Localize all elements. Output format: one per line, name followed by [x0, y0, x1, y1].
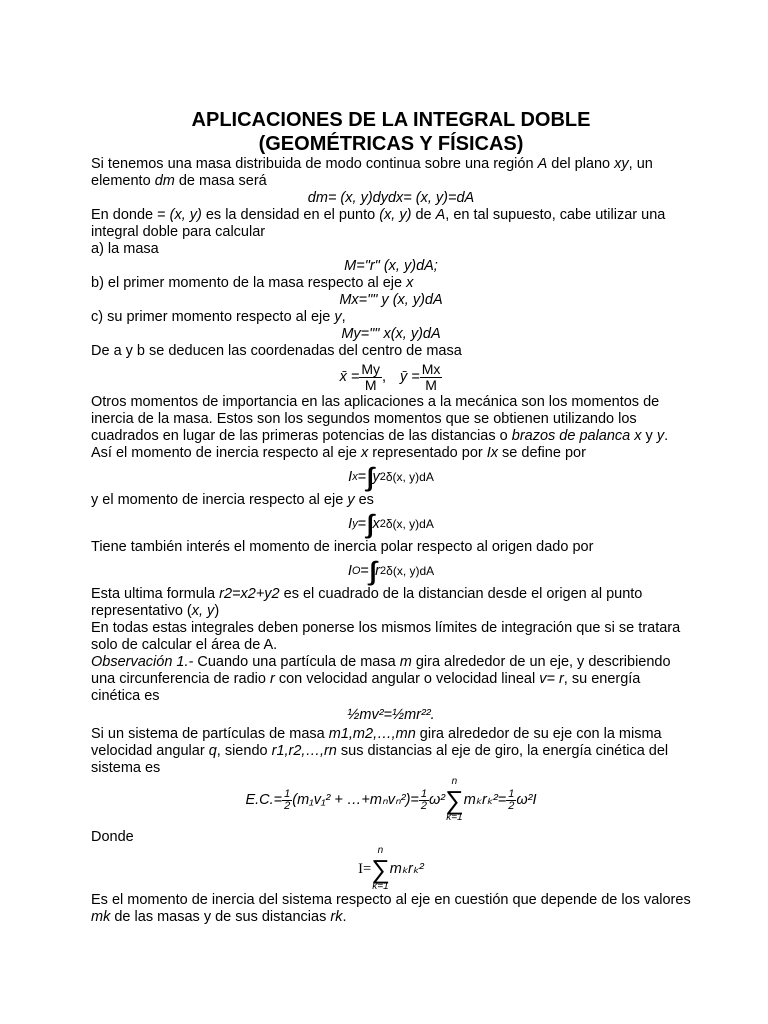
text: Es el momento de inercia del sistema respecto al eje en cuestión que depende de los valores	[91, 892, 691, 908]
text: v=	[539, 671, 555, 687]
text: Otros momentos de importancia en las aplicaciones a la mecánica son los momentos de inercia de la masa. Estos son los segundos momentos que se obtienen utilizando los cuadrados en lugar de las primeras potencias de las distancias o	[91, 394, 660, 444]
ultima-paragraph	[91, 586, 691, 620]
text: 2	[379, 470, 386, 483]
ybar-label: ȳ =	[400, 368, 420, 385]
text: A	[537, 156, 548, 172]
fraction-denominator: M	[364, 376, 377, 393]
text: gira alrededor de su eje con la misma velocidad angular	[91, 726, 662, 759]
document-page	[91, 108, 691, 926]
polar-paragraph: Tiene también interés el momento de inercia polar respecto al origen dado por	[91, 539, 594, 555]
centro-paragraph: De a y b se deducen las coordenadas del centro de masa	[91, 343, 462, 359]
text: , un elemento	[91, 156, 653, 189]
text: r	[269, 671, 275, 687]
text: dm	[154, 173, 175, 189]
text: mk	[91, 909, 111, 925]
text: Cuando una partícula de masa	[193, 654, 400, 670]
text: ω²	[429, 791, 446, 808]
text: , su energía cinética es	[91, 671, 641, 704]
equation-kinetic: ½mv²=½mr²².	[347, 707, 435, 723]
text: =	[357, 468, 367, 485]
text: brazos de palanca	[511, 428, 631, 444]
fraction-half	[419, 789, 429, 812]
text: I	[347, 562, 352, 579]
text: 2	[380, 564, 387, 577]
integral-sign: ∫∫	[366, 462, 369, 492]
text: de las masas y de sus distancias	[110, 909, 331, 925]
integral-sign: ∫∫	[368, 556, 372, 586]
fraction-numerator: Mx	[421, 360, 441, 377]
item-b	[91, 275, 691, 292]
text: O	[351, 564, 361, 577]
separator: ,	[381, 368, 387, 385]
final-paragraph	[91, 892, 691, 926]
text: m	[399, 654, 412, 670]
text: . Así el momento de inercia respecto al eje	[91, 428, 669, 461]
text: b) el primer momento de la masa respecto al eje	[91, 275, 407, 291]
fraction-denominator: 2	[420, 799, 428, 812]
text: I	[348, 515, 353, 532]
text: sus distancias al eje de giro, la energía cinética del sistema es	[91, 743, 669, 776]
text: mₖrₖ²	[389, 860, 424, 877]
integral-sign: ∫∫	[366, 509, 369, 539]
text: representado por	[368, 445, 487, 461]
text: A	[435, 207, 446, 223]
donde-label: Donde	[91, 829, 134, 845]
text: m1,m2,…,mn	[328, 726, 416, 742]
sum-lower-limit: k=1	[372, 881, 389, 892]
fraction-numerator: 1	[284, 787, 291, 800]
text: Observación 1.-	[91, 654, 194, 670]
text: x	[361, 445, 369, 461]
text: se define por	[498, 445, 586, 461]
fraction-half	[506, 789, 516, 812]
equation-iy	[91, 509, 691, 539]
text: , siendo	[216, 743, 272, 759]
equation-inertia	[91, 846, 691, 892]
text: , en tal supuesto, cabe utilizar una integral doble para calcular	[91, 207, 666, 240]
text: δ(x, y)dA	[386, 563, 435, 578]
intro-paragraph	[91, 156, 691, 190]
sum-upper-limit: n	[377, 845, 384, 856]
equation-mass: M="r" (x, y)dA;	[344, 258, 438, 274]
text: (x, y)	[169, 207, 202, 223]
fraction-half	[282, 789, 292, 812]
observacion-paragraph	[91, 654, 691, 705]
page-title	[91, 108, 691, 156]
text: .	[342, 909, 347, 925]
fraction-denominator: 2	[284, 799, 291, 812]
text: E.C.=	[245, 791, 283, 808]
equation-centroid	[91, 360, 691, 394]
text: =	[357, 515, 367, 532]
text: r	[558, 671, 564, 687]
text: (m₁v₁² + …+mₙvₙ²)=	[292, 791, 419, 808]
summation	[371, 846, 390, 892]
xbar-label: x̄ =	[339, 368, 360, 385]
density-paragraph	[91, 207, 691, 241]
text: ω²I	[516, 791, 537, 808]
text: es el cuadrado de la distancian desde el origen al punto representativo (	[91, 586, 643, 619]
text: mₖrₖ²	[463, 791, 498, 808]
title-line-1: APLICACIONES DE LA INTEGRAL DOBLE	[191, 109, 591, 131]
text: r2=x2+y2	[219, 586, 280, 602]
ymom-paragraph	[91, 492, 691, 509]
text: )	[214, 603, 220, 619]
text: y	[656, 428, 665, 444]
text: q	[208, 743, 217, 759]
otros-paragraph	[91, 394, 691, 462]
text: Esta ultima formula	[91, 586, 220, 602]
item-c	[91, 309, 691, 326]
sistema-paragraph	[91, 726, 691, 777]
todas-paragraph: En todas estas integrales deben ponerse los mismos límites de integración que si se tratara solo de calcular el área de A.	[91, 620, 681, 653]
text: x	[372, 515, 380, 532]
title-line-2: (GEOMÉTRICAS Y FÍSICAS)	[258, 133, 524, 155]
text: es la densidad en el punto	[201, 207, 380, 223]
text: =	[360, 562, 369, 579]
text: gira alrededor de un eje, y describiendo una circunferencia de radio	[91, 654, 671, 687]
equation-mx: Mx="" y (x, y)dA	[339, 292, 443, 308]
sum-lower-limit: k=1	[446, 812, 463, 823]
text: del plano	[547, 156, 615, 172]
text: r	[375, 562, 381, 579]
item-a: a) la masa	[91, 241, 159, 257]
text: x	[634, 428, 642, 444]
text: Si tenemos una masa distribuida de modo continua sobre una región	[91, 156, 538, 172]
text: Ix	[486, 445, 499, 461]
equation-my: My="" x(x, y)dA	[341, 326, 441, 342]
equation-dm: dm= (x, y)dydx= (x, y)=dA	[307, 190, 475, 206]
text: de masa será	[174, 173, 267, 189]
text: Si un sistema de partículas de masa	[91, 726, 329, 742]
equation-io	[91, 556, 691, 586]
text: I=	[358, 860, 372, 877]
text: =	[497, 791, 507, 808]
text: y	[352, 517, 358, 530]
fraction-my-m	[359, 362, 382, 393]
text: En donde =	[91, 207, 170, 223]
text: x	[352, 470, 358, 483]
text: I	[348, 468, 353, 485]
text: y	[347, 492, 355, 508]
fraction-denominator: M	[425, 376, 437, 393]
fraction-mx-m	[420, 362, 443, 393]
text: con velocidad angular o velocidad lineal	[274, 671, 540, 687]
text: r1,r2,…,rn	[271, 743, 337, 759]
fraction-numerator: 1	[420, 787, 428, 800]
text: δ(x, y)dA	[385, 516, 434, 531]
sum-upper-limit: n	[451, 776, 458, 787]
sum-sign: ∑	[445, 785, 464, 815]
text: es	[354, 492, 374, 508]
text: de	[411, 207, 436, 223]
text: xy	[614, 156, 629, 172]
text: ,	[341, 309, 346, 325]
text: y	[334, 309, 342, 325]
text: x, y	[191, 603, 215, 619]
equation-energy	[91, 777, 691, 823]
text: y el momento de inercia respecto al eje	[91, 492, 348, 508]
summation	[445, 777, 464, 823]
text: rk	[330, 909, 343, 925]
fraction-numerator: 1	[508, 787, 515, 800]
text: y	[641, 428, 657, 444]
text: 2	[379, 517, 386, 530]
fraction-numerator: My	[361, 360, 380, 377]
text: c) su primer momento respecto al eje	[91, 309, 335, 325]
equation-ix	[91, 462, 691, 492]
sum-sign: ∑	[371, 854, 390, 884]
text: y	[372, 468, 380, 485]
text: x	[406, 275, 414, 291]
text: δ(x, y)dA	[385, 469, 434, 484]
fraction-denominator: 2	[508, 799, 515, 812]
text: (x, y)	[379, 207, 412, 223]
